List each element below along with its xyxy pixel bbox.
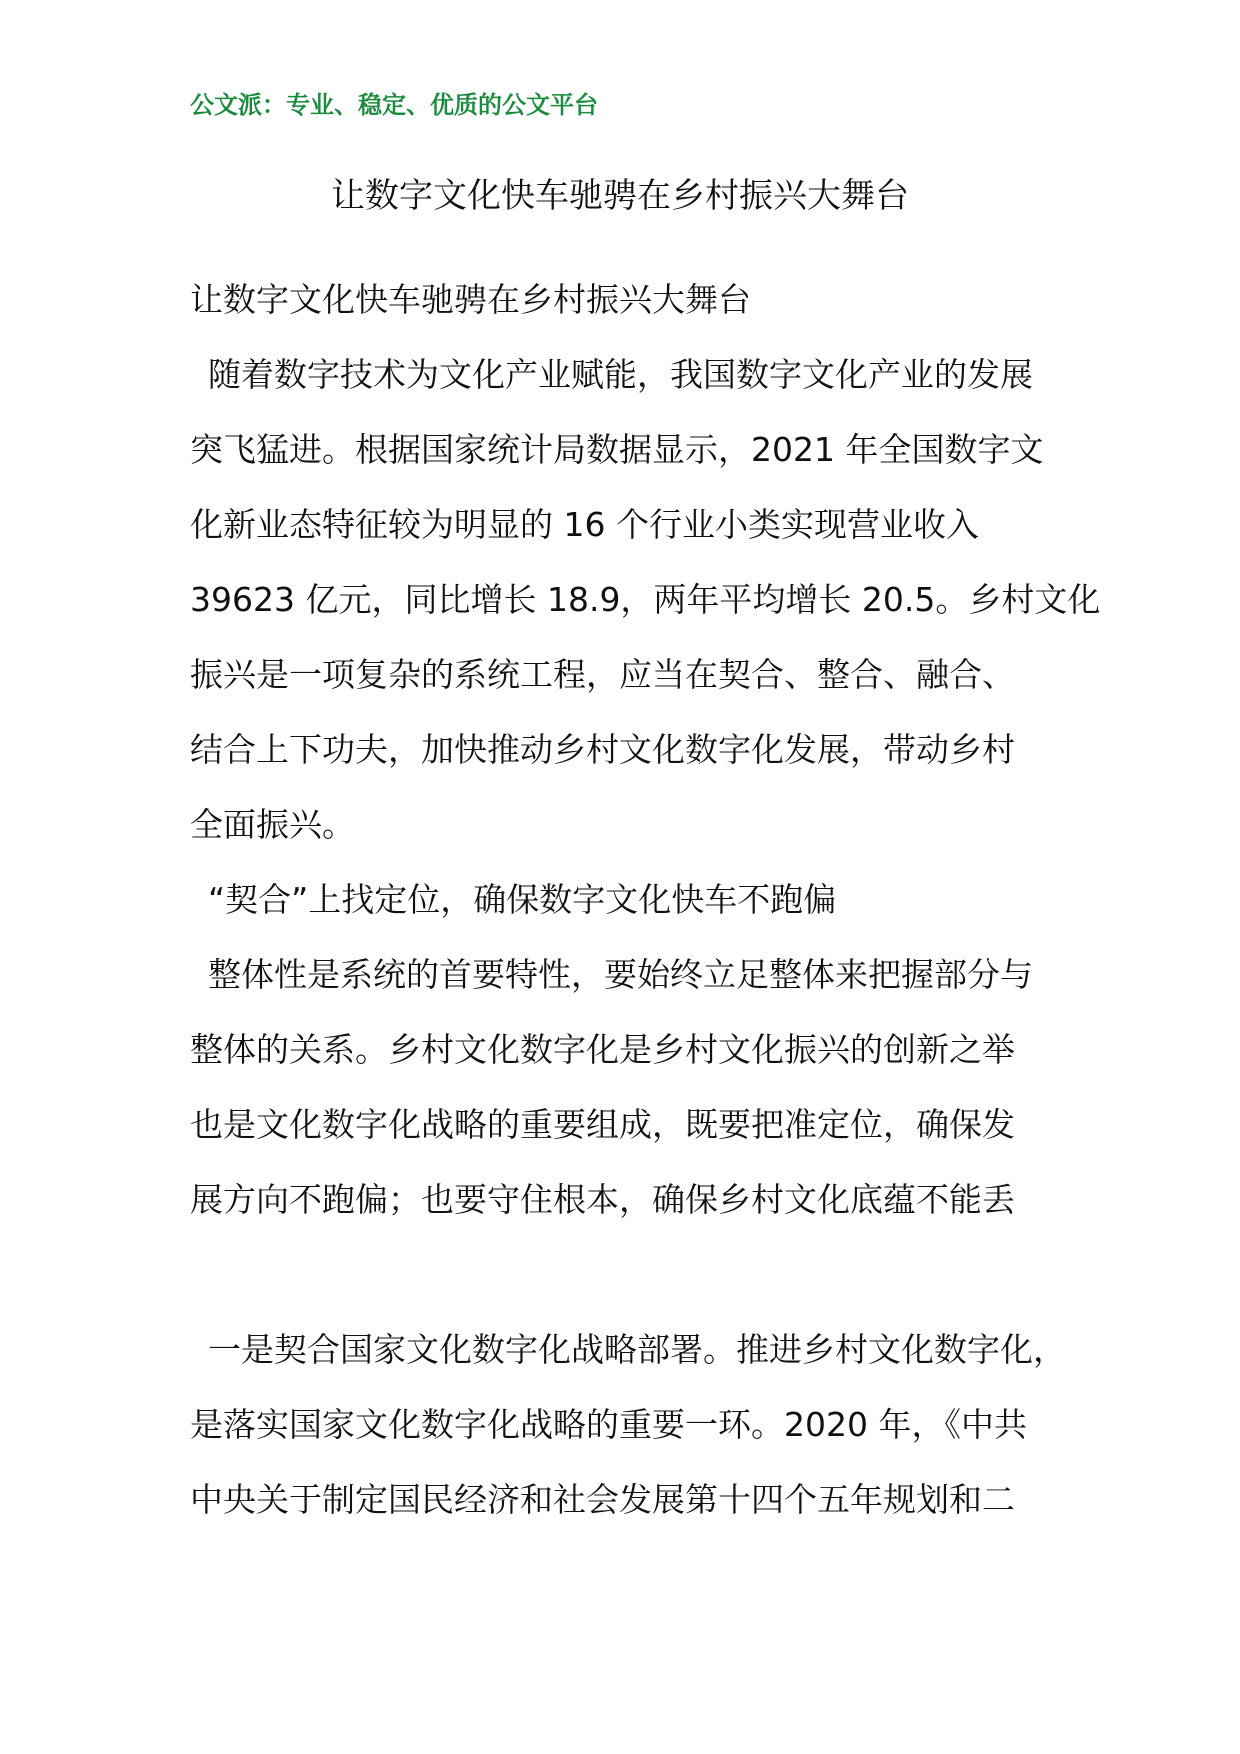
paragraph-1-line: 随着数字技术为文化产业赋能，我国数字文化产业的发展: [208, 355, 1033, 394]
site-header-banner: 公文派：专业、稳定、优质的公文平台: [190, 91, 598, 119]
paragraph-2-line: 整体的关系。乡村文化数字化是乡村文化振兴的创新之举: [190, 1030, 1015, 1069]
paragraph-spacer: [190, 1237, 1070, 1312]
paragraph-1-line: 突飞猛进。根据国家统计局数据显示，2021 年全国数字文: [190, 430, 1044, 469]
paragraph-2-line: 整体性是系统的首要特性，要始终立足整体来把握部分与: [208, 955, 1033, 994]
paragraph-1-line: 39623 亿元，同比增长 18.9，两年平均增长 20.5。乡村文化: [190, 580, 1101, 619]
paragraph-2-line: 也是文化数字化战略的重要组成，既要把准定位，确保发: [190, 1105, 1015, 1144]
section-heading: “契合”上找定位，确保数字文化快车不跑偏: [208, 880, 837, 919]
paragraph-3-line: 中央关于制定国民经济和社会发展第十四个五年规划和二: [190, 1480, 1015, 1519]
document-subtitle: 让数字文化快车驰骋在乡村振兴大舞台: [190, 280, 751, 319]
paragraph-1-line: 全面振兴。: [190, 805, 355, 844]
paragraph-1-line: 化新业态特征较为明显的 16 个行业小类实现营业收入: [190, 505, 979, 544]
document-title: 让数字文化快车驰骋在乡村振兴大舞台: [331, 176, 909, 216]
paragraph-3-line: 是落实国家文化数字化战略的重要一环。2020 年，《中共: [190, 1405, 1027, 1444]
paragraph-2-line: 展方向不跑偏；也要守住根本，确保乡村文化底蕴不能丢: [190, 1180, 1015, 1219]
paragraph-1-line: 振兴是一项复杂的系统工程，应当在契合、整合、融合、: [190, 655, 1015, 694]
paragraph-3-line: 一是契合国家文化数字化战略部署。推进乡村文化数字化，: [208, 1330, 1066, 1369]
paragraph-1-line: 结合上下功夫，加快推动乡村文化数字化发展，带动乡村: [190, 730, 1015, 769]
document-body: [190, 262, 1101, 1537]
